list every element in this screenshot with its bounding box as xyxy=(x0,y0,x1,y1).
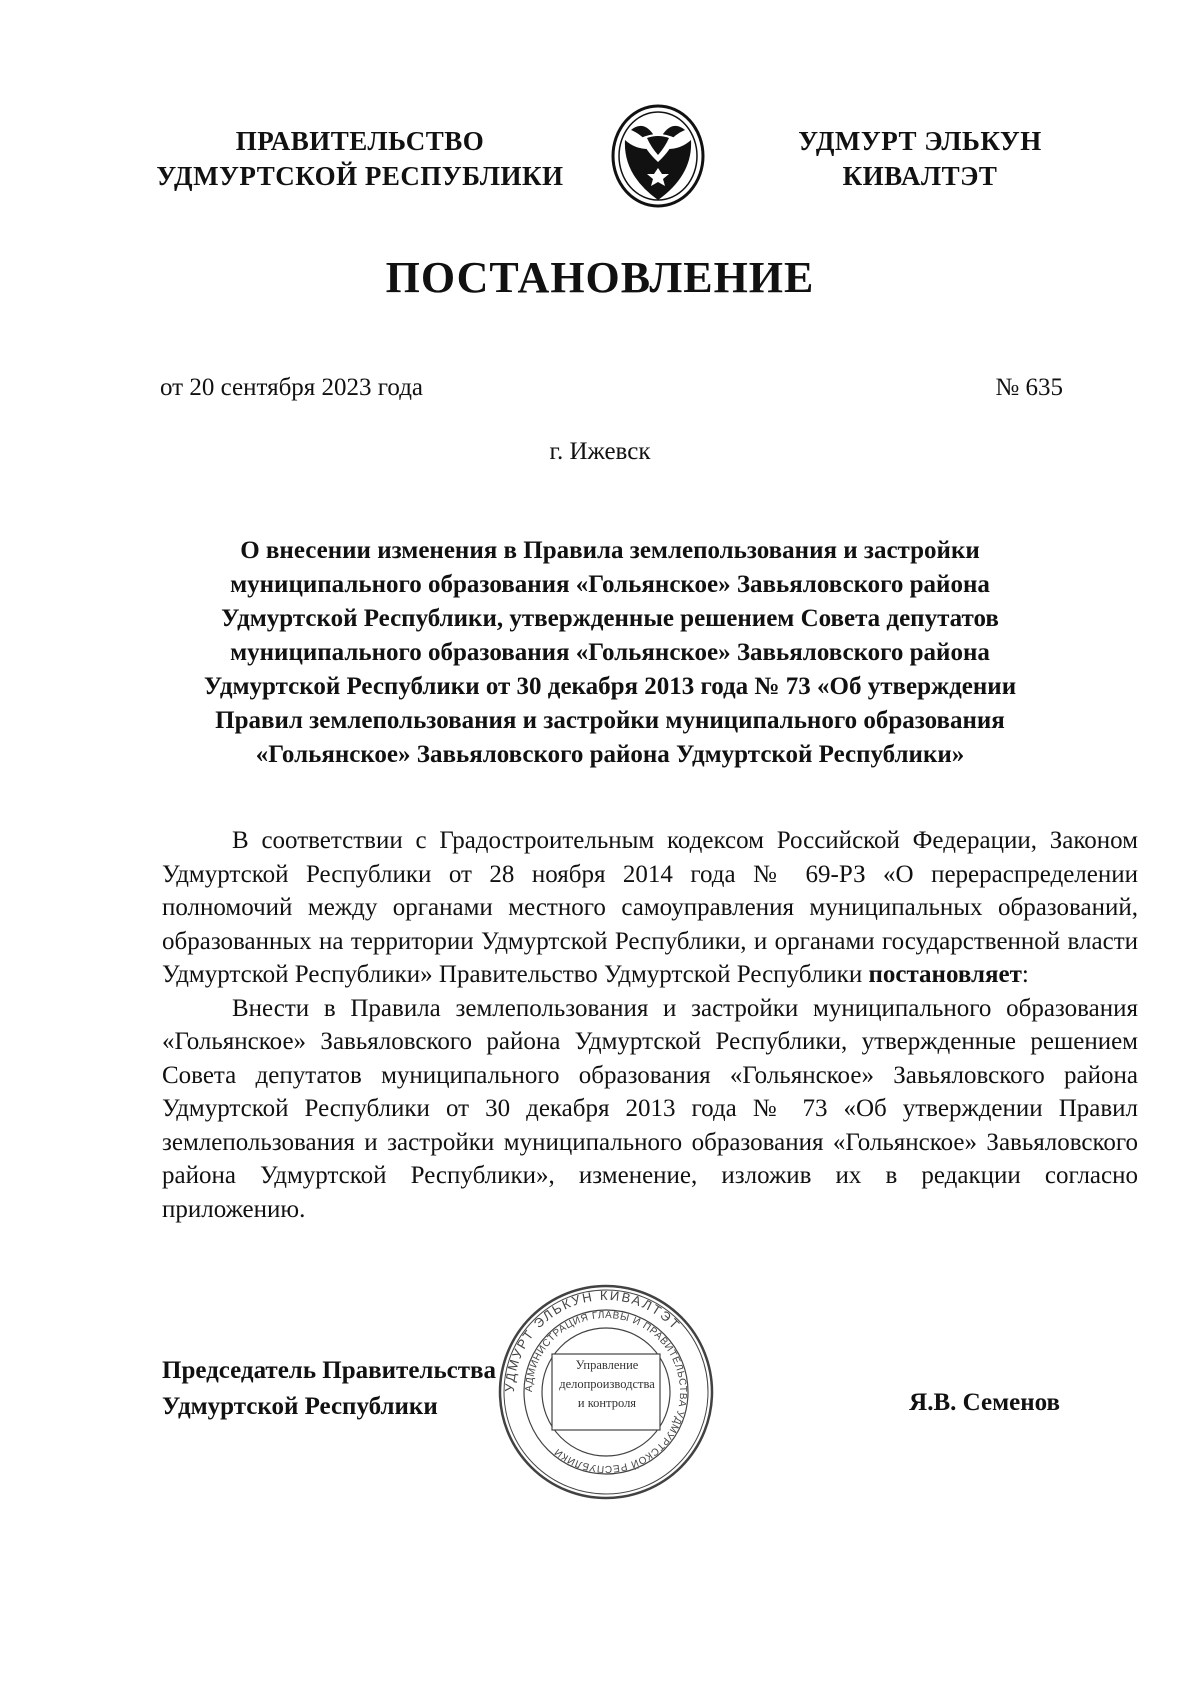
body-paragraph-decision: Внести в Правила землепользования и застройки муниципального образования «Гольянское» Завьяловского района Удмуртской Республики, утвержденные решением Совета депутатов муниципального образования «Гольянское» Завьяловского района Удмуртской Республики от 30 декабря 2013 года № 73 «Об утверждении Правил землепользования и застройки муниципального образования «Гольянское» Завьяловского района Удмуртской Республики», изменение, изложив их в редакции согласно приложению. xyxy=(162,994,1138,1223)
title-line: Правил землепользования и застройки муниципального образования xyxy=(215,707,1005,734)
header-government-ru xyxy=(140,124,580,194)
signatory-position xyxy=(162,1353,496,1425)
title-line: Удмуртской Республики, утвержденные решением Совета депутатов xyxy=(221,605,999,632)
preamble-colon: : xyxy=(1021,961,1029,988)
title-line: Удмуртской Республики от 30 декабря 2013 года № 73 «Об утверждении xyxy=(203,673,1017,700)
header-government-udm xyxy=(765,124,1075,194)
header-left-line1: ПРАВИТЕЛЬСТВО xyxy=(235,126,485,156)
header-left-line2: УДМУРТСКОЙ РЕСПУБЛИКИ xyxy=(156,161,564,191)
title-line: муниципального образования «Гольянское» Завьяловского района xyxy=(230,639,990,666)
seal-center-line1: Управление xyxy=(575,1358,639,1372)
header-right-line2: КИВАЛТЭТ xyxy=(842,161,998,191)
seal-center-line3: и контроля xyxy=(577,1396,637,1410)
signatory-position-line1: Председатель Правительства xyxy=(162,1357,497,1384)
document-type-title: ПОСТАНОВЛЕНИЕ xyxy=(385,253,815,302)
document-date: от 20 сентября 2023 года xyxy=(160,374,424,401)
seal-center-line2: делопроизводства xyxy=(559,1377,655,1391)
signatory-position-line2: Удмуртской Республики xyxy=(162,1393,438,1420)
seal-inner-text: АДМИНИСТРАЦИЯ ГЛАВЫ И ПРАВИТЕЛЬСТВА УДМУРТСКОЙ РЕСПУБЛИКИ xyxy=(523,1309,689,1475)
title-line: «Гольянское» Завьяловского района Удмуртской Республики» xyxy=(255,741,965,768)
document-city: г. Ижевск xyxy=(549,438,651,465)
resolution-body xyxy=(162,824,1138,1226)
title-line: О внесении изменения в Правила землепользования и застройки xyxy=(240,537,980,564)
signatory-name: Я.В. Семенов xyxy=(909,1389,1060,1416)
body-paragraph-preamble xyxy=(162,824,1138,992)
decree-keyword: постановляет xyxy=(868,961,1022,988)
seal-outer-text: УДМУРТ ЭЛЬКУН КИВАЛТЭТ xyxy=(501,1287,684,1393)
title-line: муниципального образования «Гольянское» Завьяловского района xyxy=(230,571,990,598)
header-right-line1: УДМУРТ ЭЛЬКУН xyxy=(798,126,1042,156)
resolution-title xyxy=(160,534,1060,772)
udmurt-coat-of-arms-icon xyxy=(603,100,713,210)
preamble-text: В соответствии с Градостроительным кодексом Российской Федерации, Законом Удмуртской Республики от 28 ноября 2014 года № 69-РЗ «О перераспределении полномочий между органами местного самоуправления муниципальных образований, образованных на территории Удмуртской Республики, и органами государственной власти Удмуртской Республики» Правительство Удмуртской Республики xyxy=(162,827,1138,988)
document-number: № 635 xyxy=(995,374,1063,401)
seal-center-text xyxy=(552,1356,662,1413)
